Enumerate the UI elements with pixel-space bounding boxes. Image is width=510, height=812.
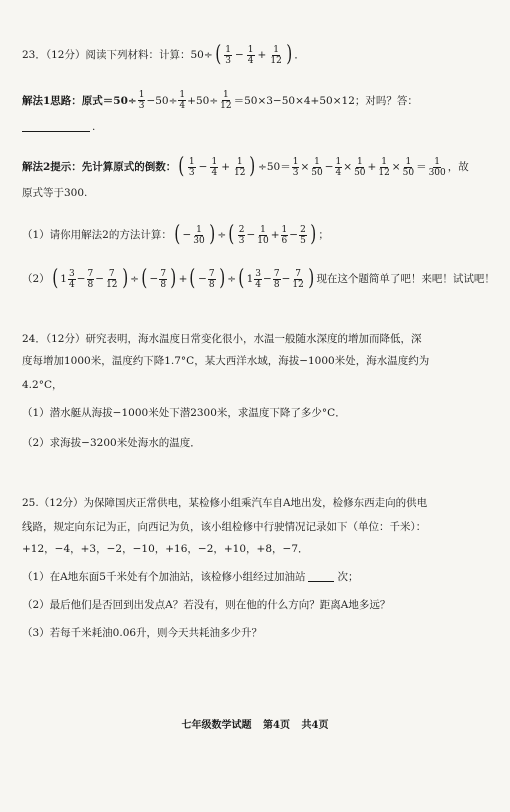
q23-header-end: ． xyxy=(294,49,305,61)
q23-solution2: 解法2提示：先计算原式的倒数： ( $\frac{1}{3}$ − $\frac{1}{4}$ + $\frac{1}{12}$ ) ÷50＝ $\frac{1}{3}$ × $\frac{1}{50}$ − $\frac{1}{4}$ × $\frac{1}{50}$ + $\frac{1}{12}$ × $\frac{1}{50}$ ＝ $\frac{1}{300}$ ，故 xyxy=(22,154,469,179)
operator: − xyxy=(234,49,244,61)
fraction: $\frac{1}{3}$ xyxy=(292,156,299,178)
paren-close: ) xyxy=(286,42,293,67)
q23-part2: （2） ( 1 $\frac{3}{4}$ − $\frac{7}{8}$ − $\frac{7}{12}$ ) ÷ ( − $\frac{7}{8}$ ) + ( − $\frac{7}{8}$ ) ÷ ( 1 $\frac{3}{4}$ − $\frac{7}{8}$ − $\frac{7}{12}$ ) 现在这个题简单了吧！来吧！试试吧！ xyxy=(22,266,495,291)
q25-part2 xyxy=(22,598,492,612)
fraction: $\frac{1}{50}$ xyxy=(354,156,366,178)
q23-title: 23．（12分）阅读下列材料：计算： xyxy=(22,49,191,61)
q25-part3 xyxy=(22,626,492,640)
paren-close: ) xyxy=(218,266,225,291)
q23-solution2-line2 xyxy=(22,186,492,200)
answer-blank[interactable] xyxy=(308,573,334,582)
q25-line1 xyxy=(22,496,492,510)
fraction: $\frac{1}{6}$ xyxy=(281,224,288,246)
fraction: $\frac{1}{12}$ xyxy=(378,156,390,178)
fraction: $\frac{1}{4}$ xyxy=(247,44,254,66)
fraction: $\frac{7}{8}$ xyxy=(160,268,167,290)
q24-text1: 24．（12分）研究表明，海水温度日常变化很小，水温一般随水深度的增加而降低，深 xyxy=(22,333,422,345)
fraction: $\frac{1}{3}$ xyxy=(188,156,195,178)
sol2-tail-end: ，故 xyxy=(447,161,469,173)
paren-open: ( xyxy=(214,42,221,67)
q25-text1: 25.（12分）为保障国庆正常供电，某检修小组乘汽车自A地出发，检修东西走向的供电 xyxy=(22,497,428,509)
operator: − xyxy=(198,161,208,173)
q25-records: +12，−4，+3，−2，−10，+16，−2，+10，+8，−7． xyxy=(22,543,309,555)
footer-page: 第4页 xyxy=(263,720,290,731)
q23-expr-lead: 50÷ xyxy=(190,49,213,61)
q25-line3 xyxy=(22,542,492,556)
q24-text3: 4.2°C， xyxy=(22,379,63,391)
fraction: $\frac{1}{50}$ xyxy=(402,156,415,178)
p1-end: ； xyxy=(318,229,329,241)
fraction: $\frac{1}{50}$ xyxy=(311,156,323,178)
sol1-mid2: +50÷ xyxy=(187,94,219,107)
paren-close: ) xyxy=(249,154,256,179)
paren-close: ) xyxy=(308,266,315,291)
q24-part1 xyxy=(22,406,492,420)
fraction: $\frac{7}{12}$ xyxy=(106,268,118,290)
fraction: $\frac{1}{12}$ xyxy=(270,44,282,66)
fraction: $\frac{2}{5}$ xyxy=(300,224,306,246)
fraction: $\frac{3}{4}$ xyxy=(255,268,262,290)
sol1-prefix: 解法1思路：原式＝50÷ xyxy=(22,94,137,107)
fraction: $\frac{1}{4}$ xyxy=(179,90,186,111)
paren-open: ( xyxy=(51,266,58,291)
paren-open: ( xyxy=(238,266,245,291)
paren-open: ( xyxy=(178,154,185,179)
fraction: $\frac{1}{10}$ xyxy=(257,224,269,246)
p1-label: （1）请你用解法2的方法计算： xyxy=(22,229,172,241)
q24-text2: 度每增加1000米，温度约下降1.7°C，某大西洋水域，海拔−1000米处，海水温度约为 xyxy=(22,355,430,367)
paren-open: ( xyxy=(141,266,148,291)
fraction: $\frac{1}{12}$ xyxy=(234,156,246,178)
p2-label: （2） xyxy=(22,273,50,285)
fraction: $\frac{1}{3}$ xyxy=(138,90,145,111)
paren-open: ( xyxy=(228,222,235,247)
sol2-line2: 原式等于300. xyxy=(22,187,88,199)
fraction: $\frac{1}{300}$ xyxy=(428,156,446,178)
fraction: $\frac{7}{8}$ xyxy=(273,268,280,290)
q23-answer-line xyxy=(22,120,492,134)
fraction: $\frac{7}{12}$ xyxy=(292,268,304,290)
q24-line1 xyxy=(22,332,492,346)
q25-p1a: （1）在A地东面5千米处有个加油站，该检修小组经过加油站 xyxy=(22,571,306,583)
q25-text2: 线路，规定向东记为正，向西记为负，该小组检修中行驶情况记录如下（单位：千米）： xyxy=(22,521,427,533)
paren-close: ) xyxy=(121,266,128,291)
q23-header xyxy=(22,44,492,66)
paren-close: ) xyxy=(310,222,317,247)
page-footer xyxy=(0,716,510,731)
q25-p2: （2）最后他们是否回到出发点A？若没有，则在他的什么方向？距离A地多远？ xyxy=(22,599,391,611)
sol2-tail: ＝ xyxy=(416,161,427,173)
q24-p1: （1）潜水艇从海拔−1000米处下潜2300米，求温度下降了多少°C． xyxy=(22,407,346,419)
fraction: $\frac{1}{4}$ xyxy=(211,156,218,178)
fraction: $\frac{2}{3}$ xyxy=(238,224,245,246)
fraction: $\frac{1}{12}$ xyxy=(220,90,232,111)
sol2-prefix: 解法2提示：先计算原式的倒数： xyxy=(22,161,177,173)
q23-solution1 xyxy=(22,90,492,111)
fraction: $\frac{1}{30}$ xyxy=(193,224,205,246)
footer-subject: 七年级数学试题 xyxy=(181,720,252,731)
fraction: $\frac{1}{3}$ xyxy=(225,44,231,66)
sol1-end: . xyxy=(92,121,96,133)
q24-line3 xyxy=(22,378,492,392)
paren-open: ( xyxy=(174,222,181,247)
answer-blank[interactable] xyxy=(22,123,90,132)
sol1-rest: ＝50×3−50×4+50×12；对吗？答： xyxy=(233,94,418,107)
q23-part1: （1）请你用解法2的方法计算： ( − $\frac{1}{30}$ ) ÷ ( $\frac{2}{3}$ − $\frac{1}{10}$ + $\frac{1}{6}$ − $\frac{2}{5}$ ) ； xyxy=(22,222,329,247)
q25-p3: （3）若每千米耗油0.06升，则今天共耗油多少升？ xyxy=(22,627,263,639)
q25-part1 xyxy=(22,570,492,584)
paren-open: ( xyxy=(189,266,196,291)
fraction: $\frac{1}{4}$ xyxy=(335,156,342,178)
fraction: $\frac{7}{8}$ xyxy=(87,268,94,290)
fraction: $\frac{7}{8}$ xyxy=(208,268,215,290)
operator: + xyxy=(257,49,267,61)
paren-close: ) xyxy=(170,266,177,291)
sol1-mid: −50÷ xyxy=(146,94,178,107)
q24-part2 xyxy=(22,436,492,450)
paren-close: ) xyxy=(209,222,216,247)
footer-total: 共4页 xyxy=(301,720,329,731)
operator: + xyxy=(221,161,230,173)
p2-tail: 现在这个题简单了吧！来吧！试试吧！ xyxy=(316,273,495,285)
q24-p2: （2）求海拔−3200米处海水的温度． xyxy=(22,437,201,449)
q24-line2 xyxy=(22,354,492,368)
fraction: $\frac{3}{4}$ xyxy=(68,268,75,290)
q25-line2 xyxy=(22,520,492,534)
sol2-after: ÷50＝ xyxy=(258,161,291,173)
q25-p1b: 次； xyxy=(337,571,359,583)
